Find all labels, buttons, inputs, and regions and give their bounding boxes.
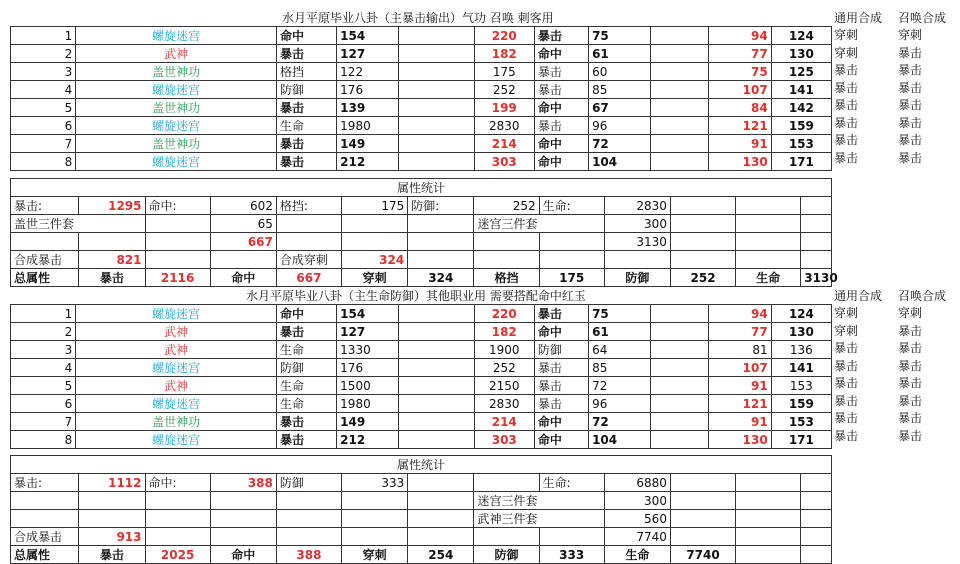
set-name: 螺旋迷宫 xyxy=(76,27,277,45)
attr-2-base: 75 xyxy=(589,27,651,45)
attr-2-max: 81 xyxy=(709,341,771,359)
blank-cell xyxy=(801,546,832,564)
attr-2-max: 91 xyxy=(709,377,771,395)
set-name: 武神 xyxy=(76,45,277,63)
bagua-row xyxy=(11,323,832,341)
stat-hit-label: 命中: xyxy=(145,197,210,215)
attr-2-final: 124 xyxy=(771,27,831,45)
attr-2-max: 107 xyxy=(709,359,771,377)
stat2-hit-label: 命中: xyxy=(145,474,210,492)
stat2-def-value: 333 xyxy=(342,474,408,492)
attr-2-max: 84 xyxy=(709,99,771,117)
attr-1-name: 暴击 xyxy=(276,45,336,63)
attr-2-max: 121 xyxy=(709,395,771,413)
attr-2-base: 67 xyxy=(589,99,651,117)
stat-hp-total: 3130 xyxy=(604,233,670,251)
attr-2-name: 暴击 xyxy=(534,81,588,99)
general-synthesis: 穿刺 xyxy=(834,28,859,42)
attr-1-name: 暴击 xyxy=(276,99,336,117)
section2-total-row xyxy=(11,546,832,564)
attr-2-name: 暴击 xyxy=(534,117,588,135)
blank-cell xyxy=(399,413,474,431)
general-synthesis: 暴击 xyxy=(834,80,859,95)
attr-1-max: 252 xyxy=(474,81,534,99)
stat2-crit-value: 1112 xyxy=(79,474,145,492)
attr-1-max: 214 xyxy=(474,135,534,153)
attr-1-name: 生命 xyxy=(276,377,336,395)
blank-cell xyxy=(651,413,709,431)
attr-2-base: 60 xyxy=(589,63,651,81)
attr-1-max: 199 xyxy=(474,99,534,117)
total-value: 667 xyxy=(276,269,341,287)
general-synthesis: 暴击 xyxy=(834,376,859,390)
stat-set-gaishi-value: 65 xyxy=(210,215,276,233)
stat2-hit-value: 388 xyxy=(210,474,276,492)
total-label: 总属性 xyxy=(11,269,79,287)
attr-2-final: 153 xyxy=(771,413,831,431)
set-name: 盖世神功 xyxy=(76,413,277,431)
blank-cell xyxy=(651,395,709,413)
total-value: 7740 xyxy=(670,546,735,564)
section1-title: 水月平原毕业八卦（主暴击输出）气功 召唤 刺客用 xyxy=(282,11,554,25)
attr-1-base: 127 xyxy=(337,323,399,341)
attr-2-base: 85 xyxy=(589,359,651,377)
attr-2-name: 命中 xyxy=(534,153,588,171)
general-synthesis: 暴击 xyxy=(834,393,859,408)
total-attr-name: 生命 xyxy=(604,546,670,564)
attr-1-name: 暴击 xyxy=(276,431,336,449)
bagua-row xyxy=(11,99,832,117)
blank-cell xyxy=(399,27,474,45)
set-name: 螺旋迷宫 xyxy=(76,305,277,323)
attr-2-name: 暴击 xyxy=(534,305,588,323)
section1-general-header: 通用合成 xyxy=(834,11,883,25)
bagua-row xyxy=(11,45,832,63)
attr-1-base: 1330 xyxy=(337,341,399,359)
attr-2-max: 91 xyxy=(709,413,771,431)
attr-2-final: 153 xyxy=(771,135,831,153)
row-number: 4 xyxy=(11,359,76,377)
attr-1-base: 139 xyxy=(337,99,399,117)
attr-2-final: 141 xyxy=(771,81,831,99)
section1-total-row xyxy=(11,269,832,287)
set-name: 盖世神功 xyxy=(76,99,277,117)
bagua-row xyxy=(11,377,832,395)
set-name: 武神 xyxy=(76,377,277,395)
attr-2-final: 125 xyxy=(771,63,831,81)
set-name: 盖世神功 xyxy=(76,135,277,153)
attr-2-final: 130 xyxy=(771,45,831,63)
row-number: 2 xyxy=(11,323,76,341)
set-name: 螺旋迷宫 xyxy=(76,81,277,99)
blank-cell xyxy=(399,341,474,359)
set-name: 螺旋迷宫 xyxy=(76,359,277,377)
total-attr-name: 穿刺 xyxy=(342,269,408,287)
bagua-row xyxy=(11,27,832,45)
row-number: 8 xyxy=(11,431,76,449)
stat-hp-value: 2830 xyxy=(604,197,670,215)
general-synthesis: 暴击 xyxy=(834,341,859,355)
general-synthesis: 暴击 xyxy=(834,63,859,77)
attr-2-final: 171 xyxy=(771,431,831,449)
row-number: 8 xyxy=(11,153,76,171)
summon-synthesis: 暴击 xyxy=(898,80,923,95)
section1-stats-title: 属性统计 xyxy=(11,179,832,197)
attr-2-final: 142 xyxy=(771,99,831,117)
stat2-set-wushen-label: 武神三件套 xyxy=(474,510,604,528)
attr-1-name: 命中 xyxy=(276,305,336,323)
bagua-row xyxy=(11,135,832,153)
bagua-row xyxy=(11,63,832,81)
total-value: 333 xyxy=(539,546,604,564)
attr-2-name: 命中 xyxy=(534,431,588,449)
attr-2-name: 命中 xyxy=(534,323,588,341)
general-synthesis: 暴击 xyxy=(834,133,859,147)
blank-cell xyxy=(736,546,801,564)
total-attr-name: 生命 xyxy=(736,269,801,287)
summon-synthesis: 暴击 xyxy=(898,150,923,165)
row-number: 5 xyxy=(11,377,76,395)
attr-2-max: 94 xyxy=(709,305,771,323)
bagua-row xyxy=(11,153,832,171)
attr-1-name: 暴击 xyxy=(276,153,336,171)
row-number: 6 xyxy=(11,117,76,135)
attr-2-base: 96 xyxy=(589,117,651,135)
attr-2-name: 命中 xyxy=(534,45,588,63)
total-value: 254 xyxy=(408,546,474,564)
section2-stats-table xyxy=(10,455,832,564)
attr-1-max: 1900 xyxy=(474,341,534,359)
blank-cell xyxy=(399,305,474,323)
stat-block-label: 格挡: xyxy=(276,197,341,215)
stat2-hp-value: 6880 xyxy=(604,474,670,492)
stat-block-value: 175 xyxy=(342,197,408,215)
attr-2-name: 暴击 xyxy=(534,27,588,45)
total-value: 175 xyxy=(539,269,604,287)
section2-stats-title: 属性统计 xyxy=(11,456,832,474)
attr-1-base: 1500 xyxy=(337,377,399,395)
stat2-syn-crit-value: 913 xyxy=(79,528,145,546)
stat-crit-value: 1295 xyxy=(79,197,145,215)
blank-cell xyxy=(399,135,474,153)
blank-cell xyxy=(399,81,474,99)
bagua-row xyxy=(11,413,832,431)
total-value: 324 xyxy=(408,269,474,287)
blank-cell xyxy=(399,359,474,377)
attr-1-max: 175 xyxy=(474,63,534,81)
set-name: 盖世神功 xyxy=(76,63,277,81)
attr-2-final: 171 xyxy=(771,153,831,171)
stat-hit-total: 667 xyxy=(210,233,276,251)
attr-2-final: 153 xyxy=(771,377,831,395)
attr-1-base: 154 xyxy=(337,27,399,45)
set-name: 螺旋迷宫 xyxy=(76,153,277,171)
stat2-set-maze-value: 300 xyxy=(604,492,670,510)
section1-stats-table xyxy=(10,178,838,287)
stat-syn-crit-label: 合成暴击 xyxy=(11,251,79,269)
total-value: 3130 xyxy=(801,269,832,287)
attr-1-base: 127 xyxy=(337,45,399,63)
attr-2-max: 77 xyxy=(709,45,771,63)
attr-2-final: 159 xyxy=(771,117,831,135)
attr-1-name: 防御 xyxy=(276,359,336,377)
stat2-syn-crit-label: 合成暴击 xyxy=(11,528,79,546)
stat-hp-label: 生命: xyxy=(539,197,604,215)
general-synthesis: 穿刺 xyxy=(834,323,859,338)
summon-synthesis: 暴击 xyxy=(898,411,923,425)
bagua-row xyxy=(11,395,832,413)
attr-2-base: 104 xyxy=(589,431,651,449)
attr-1-name: 防御 xyxy=(276,81,336,99)
summon-synthesis: 穿刺 xyxy=(898,28,923,42)
row-number: 1 xyxy=(11,305,76,323)
blank-cell xyxy=(651,81,709,99)
blank-cell xyxy=(651,377,709,395)
stat-syn-pierce-label: 合成穿刺 xyxy=(276,251,341,269)
blank-cell xyxy=(399,153,474,171)
stat-set-maze-label: 迷宫三件套 xyxy=(474,215,604,233)
stat2-hp-total: 7740 xyxy=(604,528,670,546)
attr-2-base: 72 xyxy=(589,135,651,153)
attr-2-base: 104 xyxy=(589,153,651,171)
attr-2-max: 130 xyxy=(709,431,771,449)
summon-synthesis: 暴击 xyxy=(898,323,923,338)
attr-2-base: 61 xyxy=(589,45,651,63)
blank-cell xyxy=(651,63,709,81)
row-number: 1 xyxy=(11,27,76,45)
attr-1-name: 生命 xyxy=(276,117,336,135)
attr-1-base: 1980 xyxy=(337,117,399,135)
summon-synthesis: 暴击 xyxy=(898,63,923,77)
total-label: 总属性 xyxy=(11,546,79,564)
blank-cell xyxy=(651,135,709,153)
total-attr-name: 命中 xyxy=(210,546,276,564)
general-synthesis: 穿刺 xyxy=(834,45,859,60)
general-synthesis: 暴击 xyxy=(834,98,859,112)
blank-cell xyxy=(399,45,474,63)
blank-cell xyxy=(651,45,709,63)
total-attr-name: 暴击 xyxy=(79,269,145,287)
summon-synthesis: 暴击 xyxy=(898,393,923,408)
section2-bagua-table xyxy=(10,304,832,449)
stat2-set-maze-label: 迷宫三件套 xyxy=(474,492,604,510)
total-attr-name: 防御 xyxy=(474,546,539,564)
blank-cell xyxy=(651,153,709,171)
total-attr-name: 暴击 xyxy=(79,546,145,564)
summon-synthesis: 暴击 xyxy=(898,98,923,112)
blank-cell xyxy=(399,431,474,449)
attr-1-max: 2830 xyxy=(474,117,534,135)
attr-1-name: 格挡 xyxy=(276,63,336,81)
attr-2-base: 96 xyxy=(589,395,651,413)
row-number: 7 xyxy=(11,135,76,153)
section2-general-header: 通用合成 xyxy=(834,289,883,303)
attr-2-base: 64 xyxy=(589,341,651,359)
attr-1-max: 220 xyxy=(474,27,534,45)
attr-1-max: 182 xyxy=(474,45,534,63)
attr-1-max: 252 xyxy=(474,359,534,377)
summon-synthesis: 暴击 xyxy=(898,341,923,355)
stat-hit-value: 602 xyxy=(210,197,276,215)
attr-1-max: 2150 xyxy=(474,377,534,395)
total-value: 2116 xyxy=(145,269,210,287)
attr-2-max: 130 xyxy=(709,153,771,171)
attr-2-final: 141 xyxy=(771,359,831,377)
attr-2-max: 121 xyxy=(709,117,771,135)
section2-title: 水月平原毕业八卦（主生命防御）其他职业用 需要搭配命中红玉 xyxy=(246,289,586,303)
blank-cell xyxy=(399,377,474,395)
attr-2-final: 136 xyxy=(771,341,831,359)
attr-1-base: 149 xyxy=(337,413,399,431)
attr-2-name: 暴击 xyxy=(534,395,588,413)
attr-1-name: 生命 xyxy=(276,341,336,359)
total-value: 2025 xyxy=(145,546,210,564)
summon-synthesis: 暴击 xyxy=(898,45,923,60)
attr-2-base: 72 xyxy=(589,377,651,395)
attr-1-base: 212 xyxy=(337,153,399,171)
attr-1-base: 176 xyxy=(337,359,399,377)
attr-1-base: 149 xyxy=(337,135,399,153)
row-number: 5 xyxy=(11,99,76,117)
bagua-row xyxy=(11,81,832,99)
stat-syn-crit-value: 821 xyxy=(79,251,145,269)
bagua-row xyxy=(11,431,832,449)
attr-1-max: 214 xyxy=(474,413,534,431)
stat-def-value: 252 xyxy=(474,197,539,215)
stat-def-label: 防御: xyxy=(408,197,474,215)
stat-syn-pierce-value: 324 xyxy=(342,251,408,269)
summon-synthesis: 暴击 xyxy=(898,115,923,130)
attr-2-base: 61 xyxy=(589,323,651,341)
stat2-set-wushen-value: 560 xyxy=(604,510,670,528)
attr-1-name: 命中 xyxy=(276,27,336,45)
attr-2-base: 75 xyxy=(589,305,651,323)
blank-cell xyxy=(399,395,474,413)
attr-2-base: 72 xyxy=(589,413,651,431)
attr-2-name: 命中 xyxy=(534,99,588,117)
total-attr-name: 防御 xyxy=(604,269,670,287)
blank-cell xyxy=(651,359,709,377)
blank-cell xyxy=(399,99,474,117)
attr-1-max: 2830 xyxy=(474,395,534,413)
bagua-row xyxy=(11,117,832,135)
attr-2-name: 暴击 xyxy=(534,63,588,81)
general-synthesis: 暴击 xyxy=(834,150,859,165)
blank-cell xyxy=(651,117,709,135)
general-synthesis: 暴击 xyxy=(834,115,859,130)
bagua-row xyxy=(11,359,832,377)
total-value: 252 xyxy=(670,269,735,287)
attr-1-name: 暴击 xyxy=(276,323,336,341)
attr-1-name: 暴击 xyxy=(276,135,336,153)
attr-1-max: 303 xyxy=(474,153,534,171)
set-name: 武神 xyxy=(76,341,277,359)
attr-1-name: 生命 xyxy=(276,395,336,413)
set-name: 螺旋迷宫 xyxy=(76,117,277,135)
row-number: 6 xyxy=(11,395,76,413)
row-number: 2 xyxy=(11,45,76,63)
attr-2-max: 94 xyxy=(709,27,771,45)
blank-cell xyxy=(399,63,474,81)
blank-cell xyxy=(651,305,709,323)
attr-1-max: 182 xyxy=(474,323,534,341)
row-number: 3 xyxy=(11,63,76,81)
set-name: 武神 xyxy=(76,323,277,341)
general-synthesis: 暴击 xyxy=(834,428,859,443)
attr-1-max: 303 xyxy=(474,431,534,449)
attr-1-name: 暴击 xyxy=(276,413,336,431)
summon-synthesis: 穿刺 xyxy=(898,306,923,320)
row-number: 4 xyxy=(11,81,76,99)
stat2-crit-label: 暴击: xyxy=(11,474,79,492)
total-attr-name: 穿刺 xyxy=(342,546,408,564)
attr-2-name: 暴击 xyxy=(534,377,588,395)
attr-2-base: 85 xyxy=(589,81,651,99)
summon-synthesis: 暴击 xyxy=(898,428,923,443)
attr-2-max: 107 xyxy=(709,81,771,99)
general-synthesis: 暴击 xyxy=(834,358,859,373)
blank-cell xyxy=(651,99,709,117)
blank-cell xyxy=(651,27,709,45)
attr-2-name: 防御 xyxy=(534,341,588,359)
section1-bagua-table xyxy=(10,26,832,171)
general-synthesis: 暴击 xyxy=(834,411,859,425)
attr-1-max: 220 xyxy=(474,305,534,323)
summon-synthesis: 暴击 xyxy=(898,133,923,147)
attr-1-base: 154 xyxy=(337,305,399,323)
bagua-row xyxy=(11,305,832,323)
row-number: 7 xyxy=(11,413,76,431)
summon-synthesis: 暴击 xyxy=(898,376,923,390)
attr-2-max: 77 xyxy=(709,323,771,341)
stat2-hp-label: 生命: xyxy=(539,474,604,492)
attr-2-final: 124 xyxy=(771,305,831,323)
attr-1-base: 1980 xyxy=(337,395,399,413)
summon-synthesis: 暴击 xyxy=(898,358,923,373)
attr-2-name: 暴击 xyxy=(534,359,588,377)
attr-2-final: 130 xyxy=(771,323,831,341)
stat-set-maze-value: 300 xyxy=(604,215,670,233)
attr-2-name: 命中 xyxy=(534,413,588,431)
general-synthesis: 穿刺 xyxy=(834,306,859,320)
stat2-def-label: 防御 xyxy=(276,474,341,492)
total-value: 388 xyxy=(276,546,341,564)
attr-2-max: 75 xyxy=(709,63,771,81)
bagua-row xyxy=(11,341,832,359)
stat-crit-label: 暴击: xyxy=(11,197,79,215)
stat-set-gaishi-label: 盖世三件套 xyxy=(11,215,146,233)
blank-cell xyxy=(651,341,709,359)
attr-2-name: 命中 xyxy=(534,135,588,153)
attr-1-base: 122 xyxy=(337,63,399,81)
total-attr-name: 格挡 xyxy=(474,269,539,287)
blank-cell xyxy=(399,323,474,341)
blank-cell xyxy=(651,323,709,341)
attr-1-base: 176 xyxy=(337,81,399,99)
blank-cell xyxy=(399,117,474,135)
blank-cell xyxy=(651,431,709,449)
attr-2-final: 159 xyxy=(771,395,831,413)
total-attr-name: 命中 xyxy=(210,269,276,287)
set-name: 螺旋迷宫 xyxy=(76,431,277,449)
attr-1-base: 212 xyxy=(337,431,399,449)
set-name: 螺旋迷宫 xyxy=(76,395,277,413)
row-number: 3 xyxy=(11,341,76,359)
section1-summon-header: 召唤合成 xyxy=(898,11,947,25)
attr-2-max: 91 xyxy=(709,135,771,153)
section2-summon-header: 召唤合成 xyxy=(898,289,947,303)
